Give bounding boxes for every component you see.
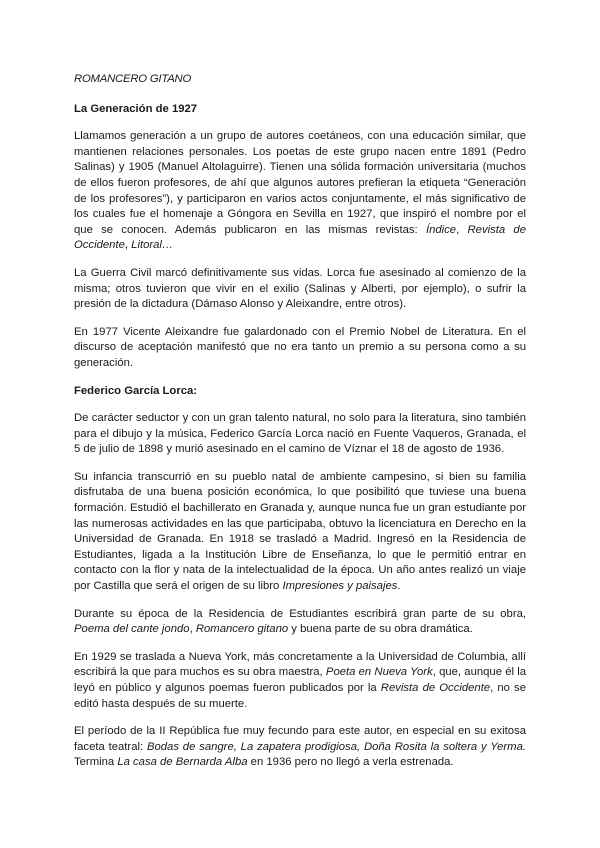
italic-title: Índice	[425, 223, 457, 236]
italic-title: Poema del cante jondo	[74, 623, 190, 636]
document-title: ROMANCERO GITANO	[74, 73, 192, 85]
italic-title: La casa de Bernarda Alba	[117, 756, 248, 769]
paragraph: En 1977 Vicente Aleixandre fue galardonado con el Premio Nobel de Literatura. En el discurso de aceptación manifestó que no era tanto un premio a su persona como a su generación.	[74, 325, 526, 369]
italic-title: Romancero gitano	[195, 623, 289, 636]
italic-title: Impresiones y paisajes	[282, 580, 398, 593]
paragraph: En 1929 se traslada a Nueva York, más concretamente a la Universidad de Columbia, allí escribirá la que para muchos es su obra maestra, Poeta en Nueva York, que, aunque él la leyó en público y algunos poemas fueron publicados por la Revista de Occidente, no se editó hasta después de su muerte.	[74, 650, 527, 710]
italic-title: Bodas de sangre, La zapatera prodigiosa, Doña Rosita la soltera y Yerma.	[146, 740, 526, 753]
section-heading: La Generación de 1927	[74, 102, 198, 115]
paragraph: Llamamos generación a un grupo de autores coetáneos, con una educación similar, que mantienen relaciones personales. Los poetas de este grupo nacen entre 1891 (Pedro Salinas) y 1905 (Manuel Altolaguirre). Tienen una sólida formación universitaria (muchos de ellos fueron profesores, de ahí que algunos autores prefieran la etiqueta “Generación de los profesores”), y participaron en varios actos conjuntamente, el más significativo de los cuales fue el homenaje a Góngora en Sevilla en 1927, que inspiró el nombre por el que se conocen. Además publicaron en las mismas revistas: Índice, Revista de Occidente, Litoral…	[74, 130, 526, 252]
italic-title: Poeta en Nueva York	[325, 666, 433, 679]
section-heading: Federico García Lorca:	[74, 384, 198, 397]
italic-title: Litoral…	[131, 239, 174, 252]
document-page	[74, 72, 526, 783]
italic-title: Revista de Occidente	[380, 682, 491, 694]
paragraph: El período de la II República fue muy fecundo para este autor, en especial en su exitosa faceta teatral: Bodas de sangre, La zapatera prodigiosa, Doña Rosita la soltera y Yerma. Termina La casa de Bernarda Alba en 1936 pero no llegó a verla estrenada.	[74, 725, 526, 769]
paragraph: Durante su época de la Residencia de Estudiantes escribirá gran parte de su obra, Poema del cante jondo, Romancero gitano y buena parte de su obra dramática.	[74, 607, 526, 636]
paragraph: La Guerra Civil marcó definitivamente sus vidas. Lorca fue asesinado al comienzo de la misma; otros tuvieron que vivir en el exilio (Salinas y Alberti, por ejemplo), o sufrir la presión de la dictadura (Dámaso Alonso y Aleixandre, entre otros).	[74, 266, 526, 311]
paragraph: De carácter seductor y con un gran talento natural, no solo para la literatura, sino también para el dibujo y la música, Federico García Lorca nació en Fuente Vaqueros, Granada, el 5 de julio de 1898 y murió asesinado en el camino de Víznar el 18 de agosto de 1936.	[74, 412, 526, 456]
paragraph: Su infancia transcurrió en su pueblo natal de ambiente campesino, si bien su familia disfrutaba de una buena posición económica, lo que posibilitó que tuviese una buena formación. Estudió el bachillerato en Granada y, aunque nunca fue un gran estudiante por las numerosas actividades en las que participaba, obtuvo la licenciatura en Derecho en la Universidad de Granada. En 1918 se trasladó a Madrid. Ingresó en la Residencia de Estudiantes, ligada a la Institución Libre de Enseñanza, lo que le permitió entrar en contacto con la flor y nata de la intelectualidad de la época. Un año antes realizó un viaje por Castilla que será el origen de su libro Impresiones y paisajes.	[74, 470, 526, 593]
document-body	[74, 102, 526, 771]
italic-title: Revista de Occidente	[74, 223, 526, 252]
